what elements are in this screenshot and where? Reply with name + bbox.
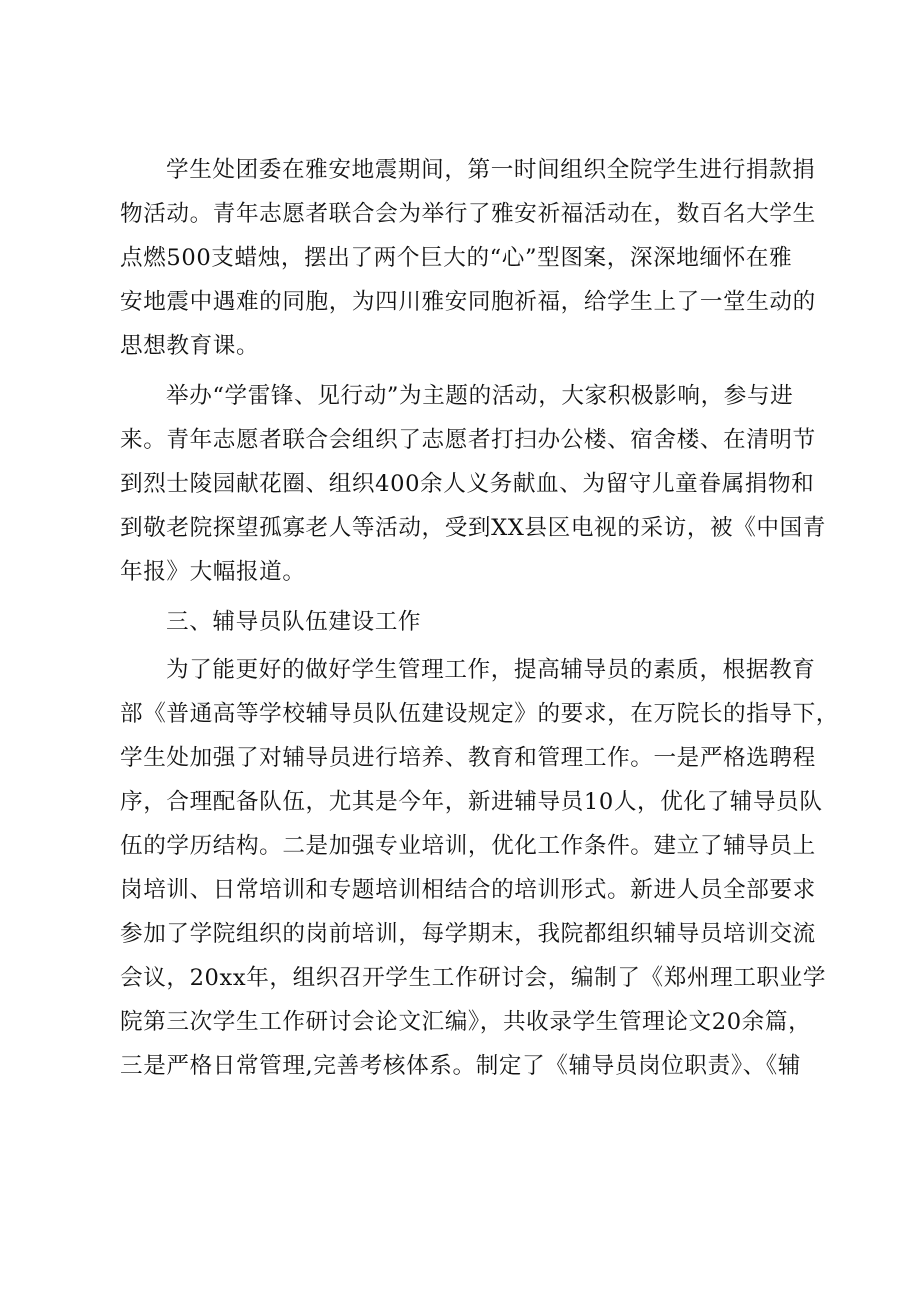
text-line: 院第三次学生工作研讨会论文汇编》，共收录学生管理论文20余篇， bbox=[120, 1009, 812, 1035]
text-line: 部《普通高等学校辅导员队伍建设规定》的要求，在万院长的指导下， bbox=[120, 701, 840, 727]
text-line: 三是严格日常管理,完善考核体系。制定了《辅导员岗位职责》、《辅 bbox=[120, 1053, 801, 1079]
text-line: 会议，20xx年，组织召开学生工作研讨会，编制了《郑州理工职业学 bbox=[120, 965, 827, 991]
text-line: 到敬老院探望孤寡老人等活动，受到XX县区电视的采访，被《中国青 bbox=[120, 515, 826, 541]
text-line: 序，合理配备队伍，尤其是今年，新进辅导员10人，优化了辅导员队 bbox=[120, 789, 823, 815]
text-line: 安地震中遇难的同胞，为四川雅安同胞祈福，给学生上了一堂生动的 bbox=[120, 289, 816, 315]
text-line: 学生处团委在雅安地震期间，第一时间组织全院学生进行捐款捐 bbox=[166, 157, 816, 183]
text-line: 来。青年志愿者联合会组织了志愿者打扫办公楼、宿舍楼、在清明节 bbox=[120, 427, 816, 453]
text-line: 为了能更好的做好学生管理工作，提高辅导员的素质，根据教育 bbox=[166, 657, 816, 683]
text-line: 思想教育课。 bbox=[120, 333, 260, 359]
text-line: 岗培训、日常培训和专题培训相结合的培训形式。新进人员全部要求 bbox=[120, 877, 816, 903]
text-line: 点燃500支蜡烛，摆出了两个巨大的“心”型图案，深深地缅怀在雅 bbox=[120, 245, 793, 271]
text-line: 到烈士陵园献花圈、组织400余人义务献血、为留守儿童眷属捐物和 bbox=[120, 471, 815, 497]
text-line: 年报》大幅报道。 bbox=[120, 559, 306, 585]
section-heading: 三、辅导员队伍建设工作 bbox=[166, 609, 422, 635]
text-line: 举办“学雷锋、见行动”为主题的活动，大家积极影响，参与进 bbox=[166, 383, 794, 409]
text-line: 学生处加强了对辅导员进行培养、教育和管理工作。一是严格选聘程 bbox=[120, 745, 816, 771]
text-line: 参加了学院组织的岗前培训，每学期末，我院都组织辅导员培训交流 bbox=[120, 921, 816, 947]
text-line: 伍的学历结构。二是加强专业培训，优化工作条件。建立了辅导员上 bbox=[120, 833, 816, 859]
text-line: 物活动。青年志愿者联合会为举行了雅安祈福活动在，数百名大学生 bbox=[120, 201, 816, 227]
